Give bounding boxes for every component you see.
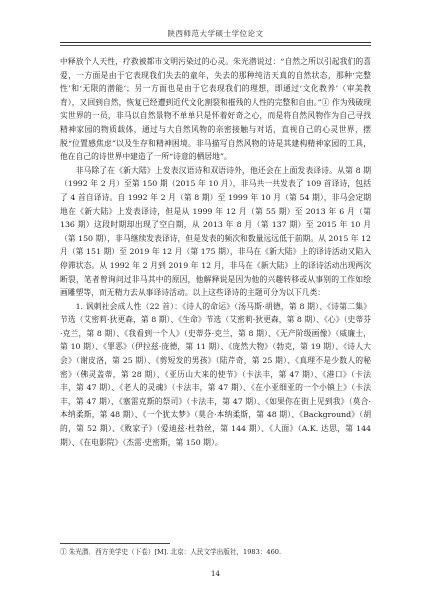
header-rule-thick <box>60 42 371 43</box>
footnote-rule <box>60 543 170 544</box>
footnote: ① 朱光潜．西方美学史（下卷）[M]. 北京：人民文学出版社，1983：460. <box>60 548 282 556</box>
list-item-text: ：《诗人的命运》（汤马斯·胡德，第 8 期）、《诗第二集》节选（艾密莉·狄更森，第 8 期）、《生命》节选（艾密莉·狄更森，第 8 期）、《心》（史蒂芬·克兰，第 8 期）、《我看到一个人》（史蒂芬·克兰，第 8 期）、《无产阶级画像》（威廉士，第 10 期）、《罪恶》（伊拉兹·庞德，第 11 期）、《庞然大物》（勃克，第 19 期）、《诗人大会》（谢皮洛，第 25 期）、《剪短发的男孩》（陆芹奇，第 25 期）、《真理不是少数人的秘密》（佛灵盖蒂，第 28 期）、《亚历山大来的使节》（卡法丰，第 47 期）、《港口》（卡法丰，第 47 期）、《老人的灵魂》（卡法丰，第 47 期）、《在小亚细亚的一个小镇上》（卡法丰，第 47 期）、《塞雷克斯的祭司》（卡法丰，第 47 期）、《如果你在街上见到我》（莫合·本纳柔斯，第 48 期）、《一个犹太梦》（莫合·本纳柔斯，第 48 期）、《Background》（胡的，第 52 期）、《败家子》（爱迪兹·杜勃丝，第 144 期）、《人面》（A.K. 达思，第 144 期）、《在电影院》（杰雷·史密斯，第 150 期）。 <box>60 301 372 447</box>
page-number: 14 <box>211 570 220 578</box>
list-item-1 <box>60 300 371 450</box>
list-item-title: 1. 讽刺社会成人性（22 首） <box>75 301 175 311</box>
header-rule-thin <box>60 45 371 46</box>
paragraph-2: 非马除了在《新大陆》上发表汉语诗和双语诗外，他还会在上面发表译诗。从第 8 期（1992 年 2 月）至第 150 期（2015 年 10 月），非马共一共发表了 109 首译诗，包括了 4 首自译诗。自 1992 年 2 月（第 8 期）至 1999 年 10 月（第 54 期），非马会定期地在《新大陆》上发表译诗，但是从 1999 年 12 月（第 55 期）至 2013 年 6 月（第 136 期）这段时期却出现了空白期，从 2013 年 8 月（第 137 期）至 2015 年 10 月（第 150 期），非马继续发表译诗，但是发表的频次和数量远远低于前期。从 2015 年 12 月（第 151 期）至 2019 年 12 月（第 175 期），非马在《新大陆》上的译诗活动又陷入停滞状态。从 1992 年 2 月到 2019 年 12 月，非马在《新大陆》上的译诗活动出现两次断裂，笔者曾询问过非马其中的原因，他解释说是因为他的兴趣转移或从事别的工作如绘画雕塑等，而无精力去从事译诗活动。以上这些译诗的主题可分为以下几类： <box>60 165 371 298</box>
body-text <box>60 55 371 449</box>
paragraph-1: 中释放个人天性，疗救被都市文明污染过的心灵。朱光潜说过：“自然之所以引起我们的喜爱，一方面是由于它表现我们失去的童年，失去的那种纯洁天真的自然状态，那种‘完整性’和‘无限的潜能’；另一方面也是由于它表现我们的理想，即通过‘文化教养’（审美教育），又回到自然，恢复已经遭到近代文化割裂和摧残的人性的完整和自由。”① 作为残破现实世界的一员，非马以自然景物不单单只是怀着好奇之心，而是将自然风物作为自己寻找精神家园的物质载体，通过与大自然风物的亲密接触与对话，直视自己的心灵世界，摆脱“位置感焦虑”以及生存和精神困境。非马描写自然风物的诗是其建构精神家园的工具，他在自己的诗世界中建造了一所“诗意的栖居地”。 <box>60 57 371 162</box>
page-header: 陕西师范大学硕士学位论文 <box>167 29 264 38</box>
